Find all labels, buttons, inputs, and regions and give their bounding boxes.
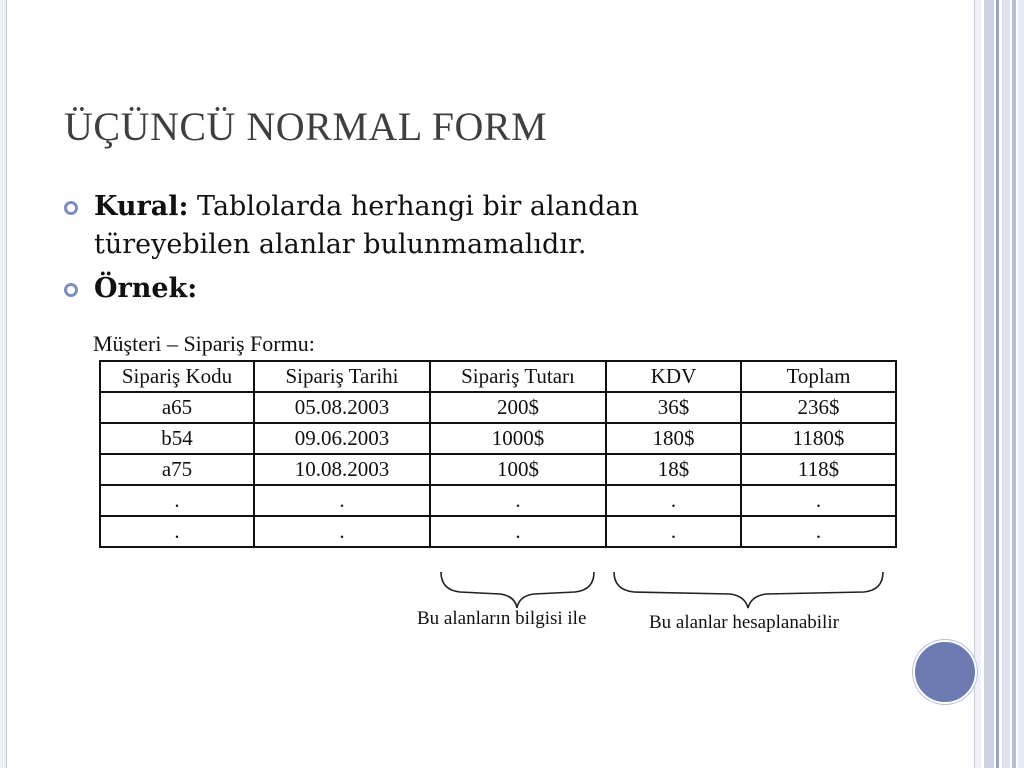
table-row: [100, 516, 896, 547]
table-cell: a75: [100, 454, 254, 485]
bullet-circle-icon: [64, 201, 78, 215]
column-header: Sipariş Tarihi: [254, 361, 430, 392]
table-cell: a65: [100, 392, 254, 423]
decorative-circle: [913, 640, 977, 704]
right-brace-icon: [614, 572, 883, 608]
column-header: KDV: [606, 361, 741, 392]
table-cell: 118$: [741, 454, 896, 485]
table-cell: .: [430, 516, 606, 547]
bullet-rule-label: Kural:: [94, 191, 189, 222]
bullet-example: [64, 270, 744, 308]
table-cell: 18$: [606, 454, 741, 485]
table-header-row: [100, 361, 896, 392]
column-header: Toplam: [741, 361, 896, 392]
left-brace-note: Bu alanların bilgisi ile: [417, 608, 587, 629]
table-cell: 36$: [606, 392, 741, 423]
slide-title: ÜÇÜNCÜ NORMAL FORM: [64, 104, 548, 149]
table-cell: 09.06.2003: [254, 423, 430, 454]
bullet-example-label: Örnek:: [94, 273, 198, 304]
table-cell: 236$: [741, 392, 896, 423]
table-row: [100, 392, 896, 423]
bullet-list: [64, 188, 744, 314]
order-table: [99, 360, 897, 548]
table-cell: .: [741, 516, 896, 547]
table-cell: .: [254, 485, 430, 516]
column-header: Sipariş Kodu: [100, 361, 254, 392]
table-row: [100, 454, 896, 485]
right-frame-decoration: [974, 0, 1024, 768]
table-row: [100, 485, 896, 516]
table-cell: .: [430, 485, 606, 516]
bullet-circle-icon: [64, 283, 78, 297]
table-cell: .: [606, 516, 741, 547]
table-cell: .: [606, 485, 741, 516]
table-row: [100, 423, 896, 454]
table-cell: 200$: [430, 392, 606, 423]
table-cell: 180$: [606, 423, 741, 454]
table-cell: 1180$: [741, 423, 896, 454]
left-brace-icon: [441, 572, 594, 608]
table-cell: .: [100, 516, 254, 547]
table-cell: b54: [100, 423, 254, 454]
table-cell: 10.08.2003: [254, 454, 430, 485]
left-frame-border: [0, 0, 7, 768]
table-cell: 05.08.2003: [254, 392, 430, 423]
table-caption: Müşteri – Sipariş Formu:: [93, 331, 315, 356]
bullet-rule-text: Tablolarda herhangi bir alandan türeyebilen alanlar bulunmamalıdır.: [94, 191, 639, 260]
table-cell: .: [254, 516, 430, 547]
table-cell: .: [100, 485, 254, 516]
bullet-rule: [64, 188, 744, 264]
table-cell: 100$: [430, 454, 606, 485]
table-cell: 1000$: [430, 423, 606, 454]
table-cell: .: [741, 485, 896, 516]
column-header: Sipariş Tutarı: [430, 361, 606, 392]
right-brace-note: Bu alanlar hesaplanabilir: [649, 612, 839, 633]
